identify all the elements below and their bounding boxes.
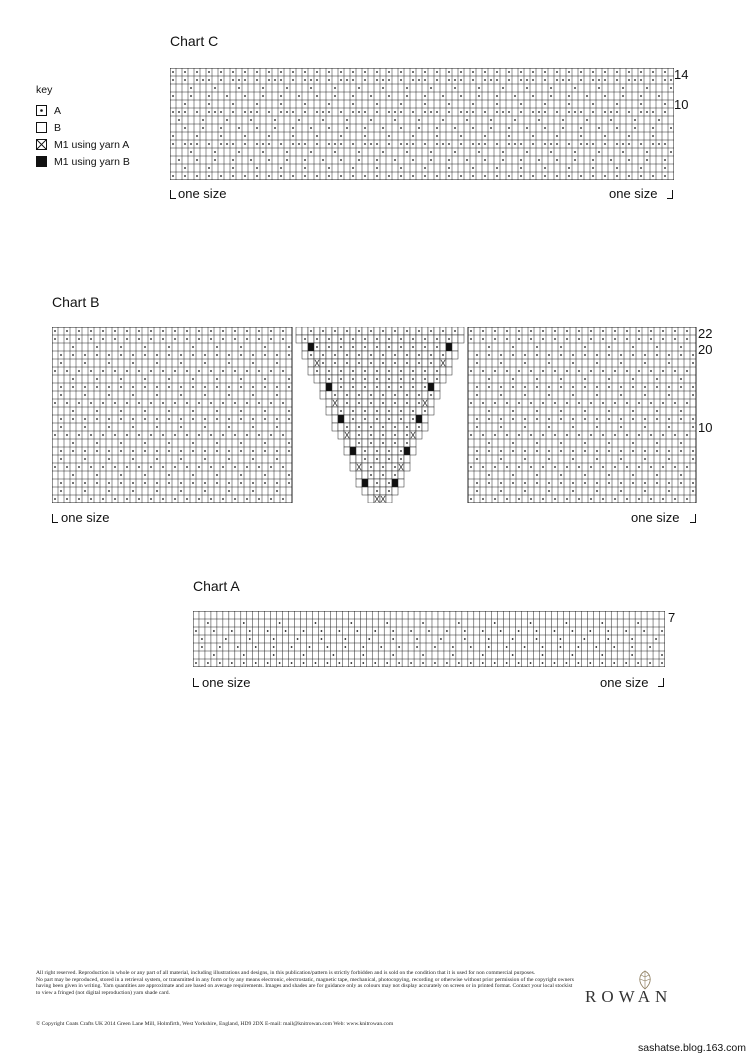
chart-b-title: Chart B [52,294,100,310]
chart-b-row-label-22: 22 [698,326,713,341]
key-legend [36,84,130,170]
key-item-label: A [54,104,62,117]
chart-b-row-label-20: 20 [698,342,713,357]
chart-c-size-right: one size [609,186,658,201]
chart-c-row-label-10: 10 [674,97,689,112]
chart-c-grid [170,68,674,180]
key-item-m1-yarn-a [36,136,130,153]
chart-a-size-right: one size [600,675,649,690]
key-heading: key [36,84,53,96]
key-item-label: B [54,121,62,134]
chart-b-row-label-10: 10 [698,420,713,435]
chart-c-size-left: one size [178,186,227,201]
blank-stitch-icon [36,122,47,133]
footer-line: All right reserved. Reproduction in whole or any part of all material, including illustrations and designs, in this publication/pattern is strictly forbidden and is sold on the condition that it is used for non commercial purposes. [36,970,536,976]
chart-a-grid [193,611,665,667]
key-item-label: M1 using yarn B [54,155,130,168]
chart-b-grid [52,327,698,503]
footer-legal-text [36,970,576,996]
chart-b-size-right: one size [631,510,680,525]
dot-stitch-icon [36,105,47,116]
chart-c-row-label-14: 14 [674,67,689,82]
footer-line: No part may be reproduced, stored in a retrieval system, or transmitted in any form or by any means electronic, electrostatic, magnetic tape, mechanical, photocopying, recording or otherwise without prior permission of the copyright owners having been given in writing. Yarn quantities are approximate and are based on average requirements. Images and shades are for guidance only as colours may not display accurately on screen or in printed format. Contact your local stockist to view a fringed (not digital reproduction) yarn shade card. [36,976,574,996]
rowan-brand: ROWAN [585,987,673,1006]
key-item-m1-yarn-b [36,153,130,170]
key-item-label: M1 using yarn A [54,138,130,151]
footer-copyright: © Copyright Coats Crafts UK 2014 Green Lane Mill, Holmfirth, West Yorkshire, England, HD9 2DX E-mail: mail@knitrowan.com Web: www.knitrowan.com [36,1021,394,1027]
chart-a-row-label-7: 7 [668,610,676,625]
solid-stitch-icon [36,156,47,167]
blog-watermark: sashatse.blog.163.com [638,1042,746,1054]
key-item-b [36,119,130,136]
chart-c-right-bracket [667,190,673,199]
chart-a-left-bracket [193,678,199,687]
chart-c-title: Chart C [170,33,219,49]
chart-a-size-left: one size [202,675,251,690]
chart-b-size-left: one size [61,510,110,525]
chart-b-right-bracket [690,514,696,523]
chart-a-right-bracket [658,678,664,687]
chart-a-title: Chart A [193,578,240,594]
chart-c-left-bracket [170,190,176,199]
chart-b-left-bracket [52,514,58,523]
key-item-a [36,102,130,119]
cross-stitch-icon [36,139,47,150]
